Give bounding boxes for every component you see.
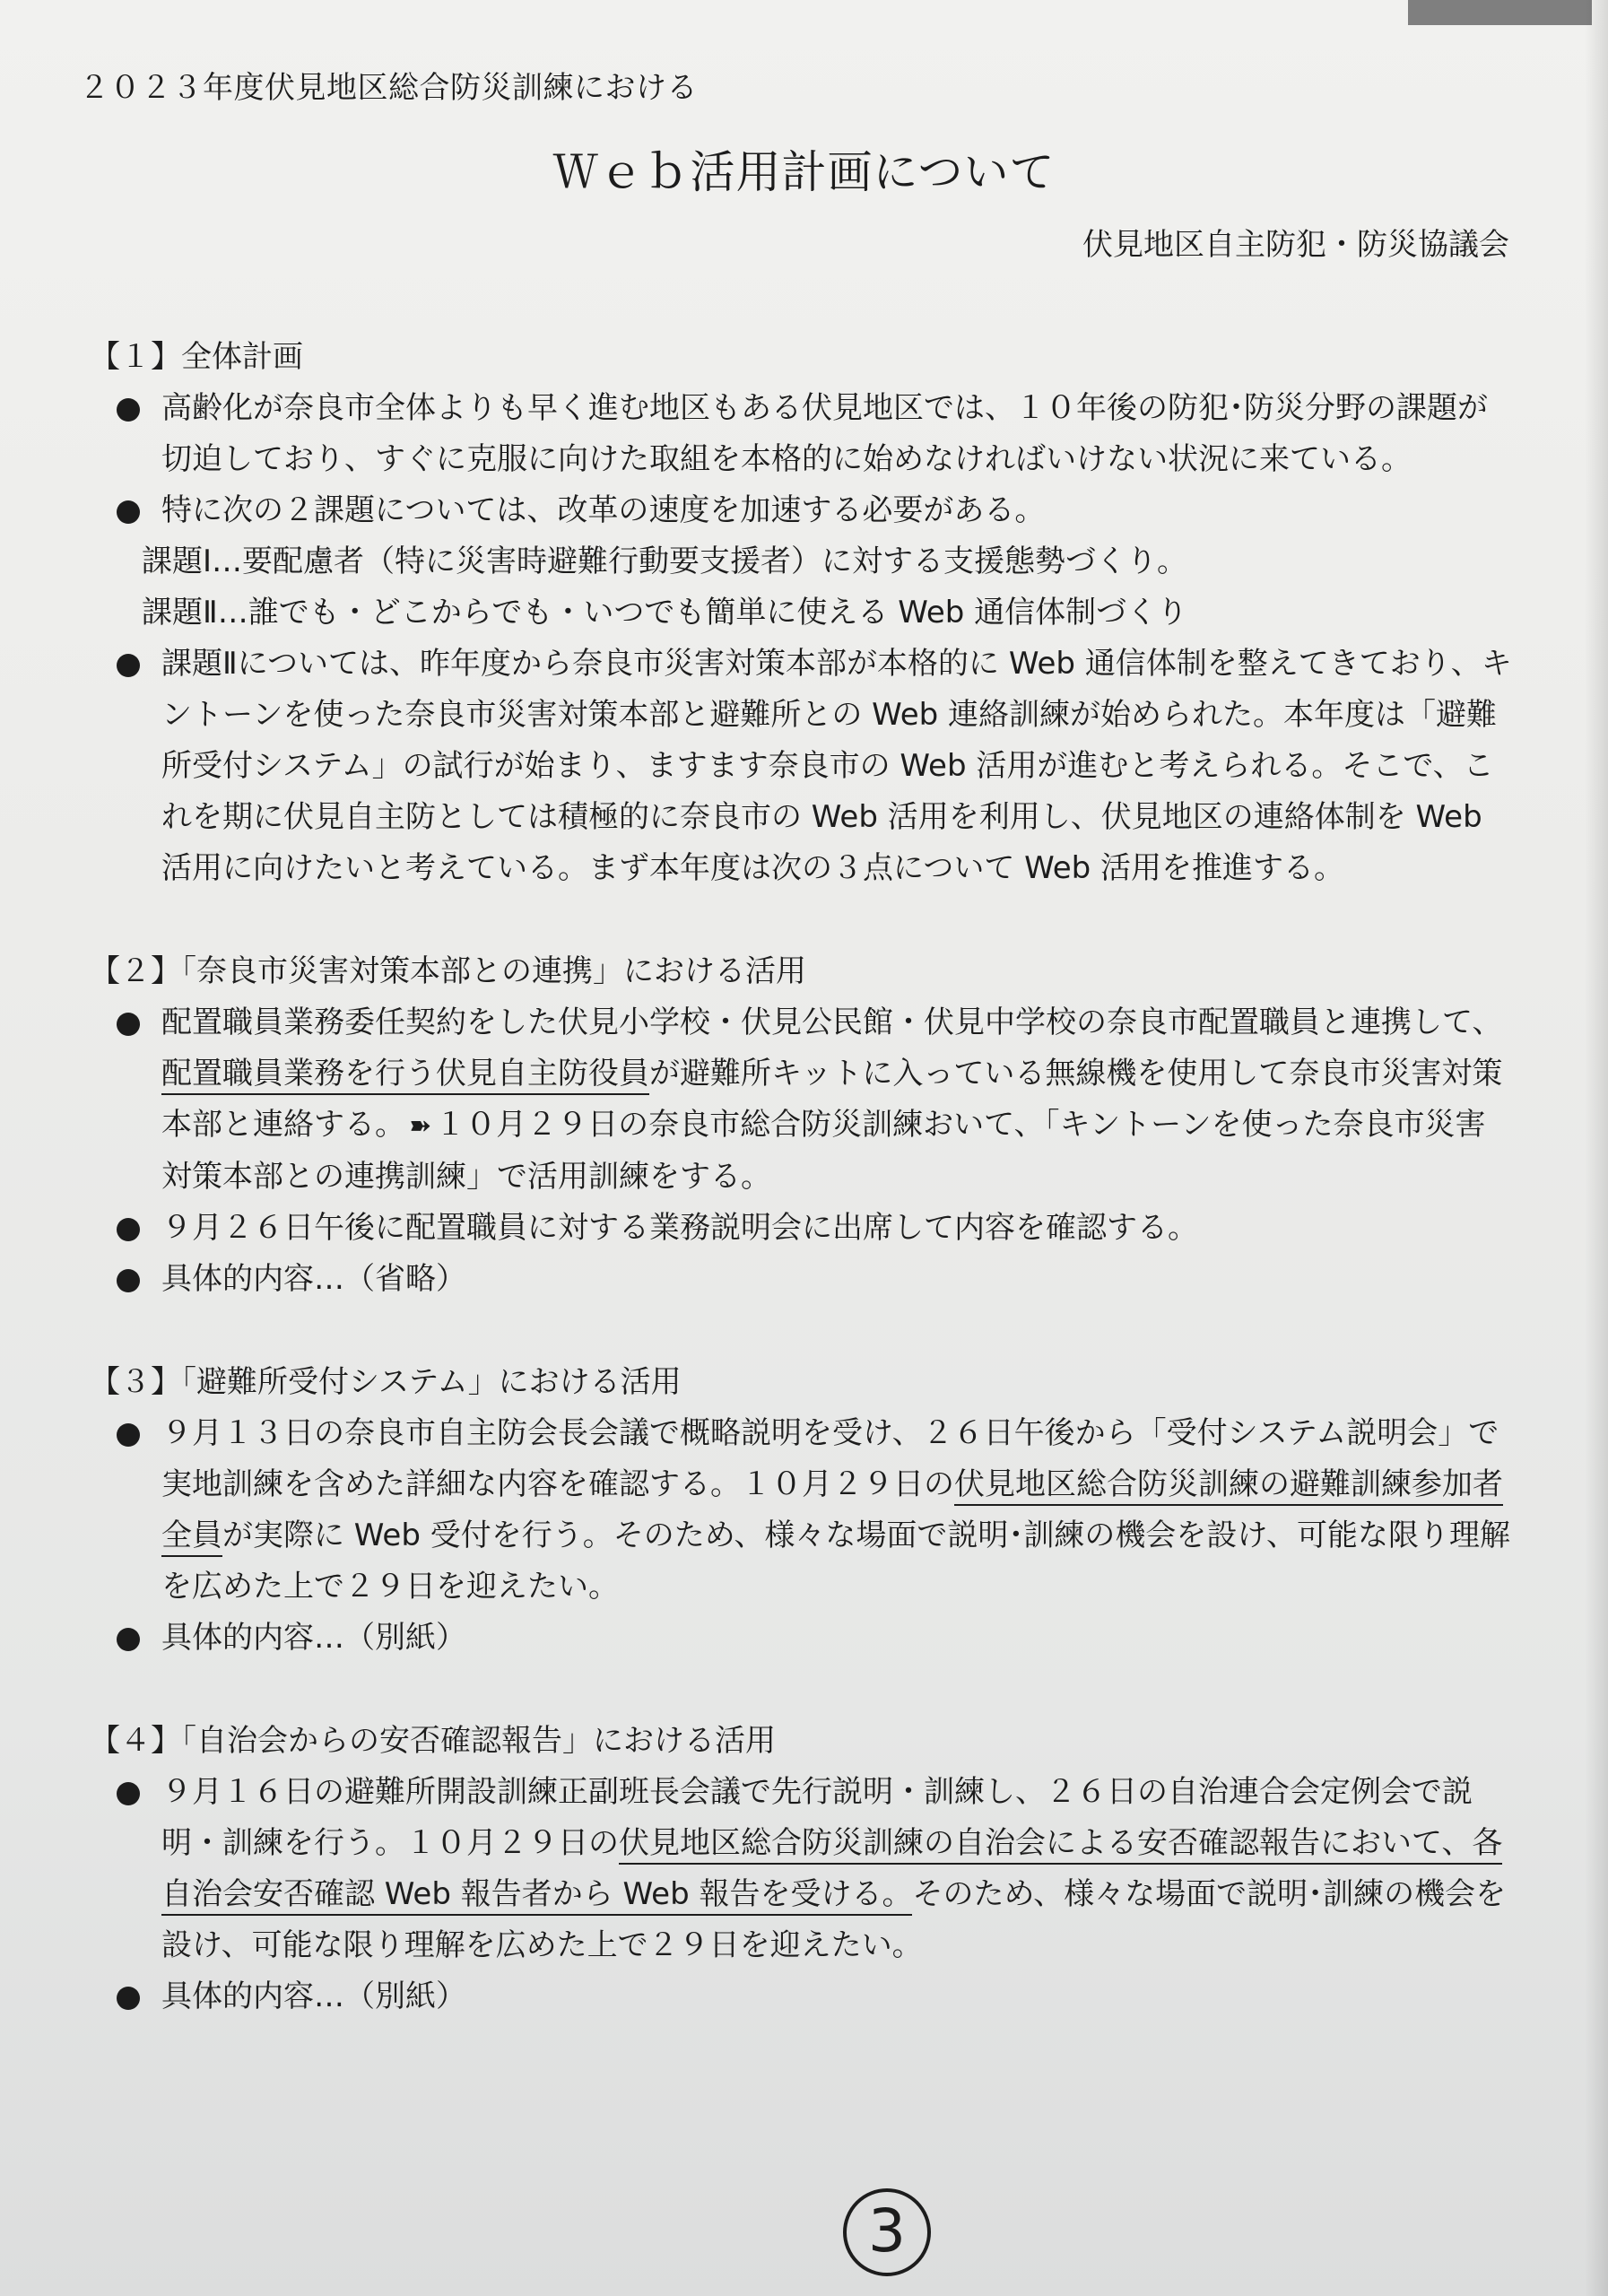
arrow-icon: ➽ — [409, 1110, 432, 1142]
organization-name: 伏見地区自主防犯・防災協議会 — [1082, 227, 1509, 263]
section-heading: 【１】全体計画 — [90, 339, 303, 375]
list-item: 具体的内容…（別紙） — [90, 1613, 1516, 1664]
task-item: 課題Ⅱ…誰でも・どこからでも・いつでも簡単に使える Web 通信体制づくり — [142, 595, 1188, 631]
text-run: ９月１３日の奈良市自主防会長会議で概略説明を受け、２６日午後から「受付システム説明会」で実地訓練を含めた詳細な内容を確認する。１０月２９日の — [161, 1415, 1499, 1502]
list-item — [90, 1408, 1516, 1613]
text-run: が避難所キットに入っている無線機を使用して奈良市災害対策本部と連絡する。 — [161, 1056, 1503, 1143]
text-run: そのため、様々な場面で説明･訓練の機会を設け、可能な限り理解を広めた上で２９日を迎えたい。 — [161, 1876, 1507, 1963]
document-body — [90, 332, 1516, 2022]
list-item — [90, 997, 1516, 1203]
underlined-text: 伏見地区総合防災訓練の自治会による安否確認報告において、各自治会安否確認 Web 報告者から Web 報告を受ける。 — [161, 1825, 1502, 1916]
list-item: 具体的内容…（別紙） — [90, 1971, 1516, 2022]
text-run: １０月２９日の奈良市総合防災訓練おいて、「キントーンを使った奈良市災害対策本部との連携訓練」で活用訓練をする。 — [161, 1107, 1486, 1195]
section-reception-system — [90, 1357, 1516, 1664]
text-run: が実際に Web 受付を行う。そのため、様々な場面で説明･訓練の機会を設け、可能な限り理解を広めた上で２９日を迎えたい。 — [161, 1518, 1511, 1605]
list-item: 具体的内容…（省略） — [90, 1254, 1516, 1305]
list-item: 特に次の２課題については、改革の速度を加速する必要がある。 — [90, 485, 1516, 536]
document-title: Ｗｅｂ活用計画について — [552, 146, 1056, 198]
section-heading: 【４】「自治会からの安否確認報告」における活用 — [90, 1723, 776, 1759]
document-subtitle: ２０２３年度伏見地区総合防災訓練における — [79, 70, 698, 106]
underlined-text: 伏見地区総合防災訓練の避難訓練参加者全員 — [161, 1466, 1503, 1557]
text-run: ９月１６日の避難所開設訓練正副班長会議で先行説明・訓練し、２６日の自治連合会定例会で説明・訓練を行う。１０月２９日の — [161, 1774, 1473, 1861]
underlined-text: 配置職員業務を行う伏見自主防役員 — [161, 1056, 649, 1095]
section-disaster-hq — [90, 946, 1516, 1305]
section-heading: 【２】「奈良市災害対策本部との連携」における活用 — [90, 953, 806, 989]
section-heading: 【３】「避難所受付システム」における活用 — [90, 1364, 682, 1400]
page-edge-shadow — [1585, 0, 1608, 2296]
task-item: 課題Ⅰ…要配慮者（特に災害時避難行動要支援者）に対する支援態勢づくり。 — [142, 544, 1188, 579]
list-item: 課題Ⅱについては、昨年度から奈良市災害対策本部が本格的に Web 通信体制を整えてきており、キントーンを使った奈良市災害対策本部と避難所との Web 連絡訓練が始められた。本年度は「避難所受付システム」の試行が始まり、ますます奈良市の Web 活用が進むと考えられる。そこで、これを期に伏見自主防としては積極的に奈良市の Web 活用を利用し、伏見地区の連絡体制を Web 活用に向けたいと考えている。まず本年度は次の３点について Web 活用を推進する。 — [90, 639, 1516, 894]
corner-tab — [1408, 0, 1592, 25]
list-item — [90, 1767, 1516, 1971]
list-item: ９月２６日午後に配置職員に対する業務説明会に出席して内容を確認する。 — [90, 1203, 1516, 1254]
section-overall-plan — [90, 332, 1516, 894]
text-run: 配置職員業務委任契約をした伏見小学校・伏見公民館・伏見中学校の奈良市配置職員と連携して、 — [161, 1004, 1503, 1040]
section-safety-report — [90, 1716, 1516, 2022]
list-item: 高齢化が奈良市全体よりも早く進む地区もある伏見地区では、１０年後の防犯･防災分野の課題が切迫しており、すぐに克服に向けた取組を本格的に始めなければいけない状況に来ている。 — [90, 383, 1516, 485]
page-number: 3 — [843, 2188, 931, 2276]
